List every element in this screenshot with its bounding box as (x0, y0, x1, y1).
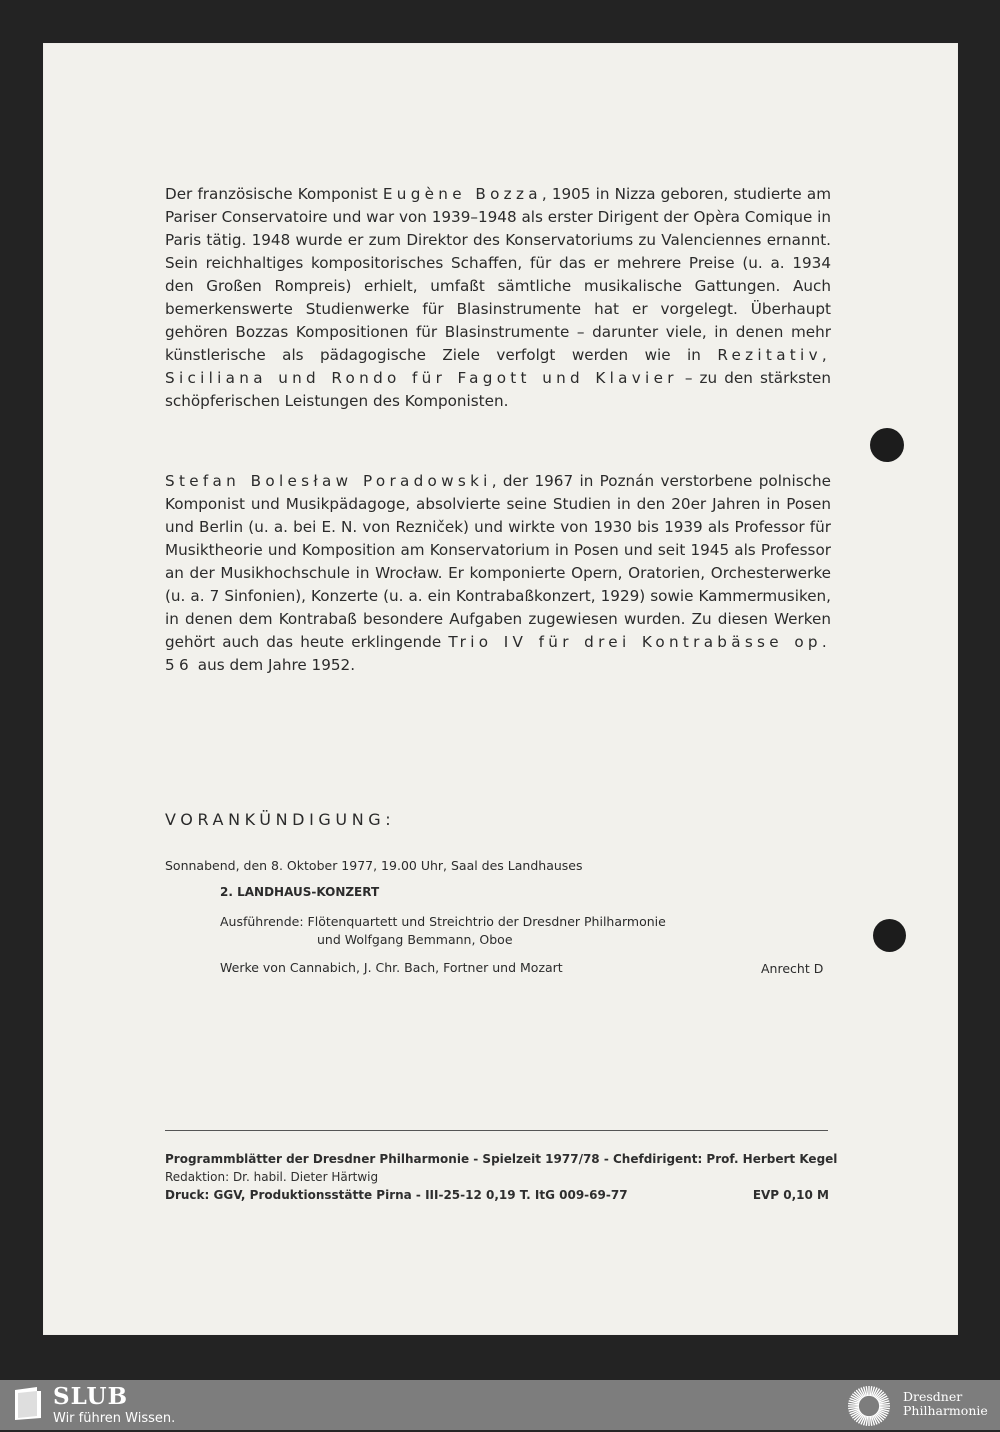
book-icon (13, 1386, 43, 1422)
paragraph-text: aus dem Jahre 1952. (192, 656, 356, 674)
composer-name: Stefan Bolesław Poradowski (165, 472, 492, 490)
dresdner-philharmonie-name (903, 1390, 988, 1418)
punch-hole (873, 919, 906, 952)
concert-title: 2. LANDHAUS-KONZERT (220, 885, 380, 899)
bottom-bar (0, 1380, 1000, 1430)
paragraph-text: , 1905 in Nizza geboren, studierte am Pariser Conservatoire und war von 1939–1948 als erster Dirigent der Opèra Comique in Paris tätig. 1948 wurde er zum Direktor des Konservatoriums zu Valenciennes ernannt. Sein reichhaltiges kompositorisches Schaffen, für das er mehrere Preise (u. a. 1934 den Großen Rompreis) erhielt, umfaßt sämtliche musikalische Gattungen. Auch bemerkenswerte Studienwerke für Blasinstrumente hat er vorgelegt. Überhaupt gehören Bozzas Kompositionen für Blasinstrumente – darunter viele, in denen mehr künstlerische als pädagogische Ziele verfolgt werden wie in (165, 185, 831, 364)
dp-name-line1: Dresdner (903, 1389, 963, 1404)
footer-divider (165, 1130, 828, 1131)
composer-name: Eugène Bozza (382, 185, 542, 203)
footer-editor: Redaktion: Dr. habil. Dieter Härtwig (165, 1170, 379, 1184)
footer-printer (165, 1188, 829, 1202)
footer-print-info: Druck: GGV, Produktionsstätte Pirna - III-25-12 0,19 T. ItG 009-69-77 (165, 1188, 628, 1202)
paragraph-bozza (165, 183, 831, 413)
subscription-label: Anrecht D (761, 961, 824, 976)
performers-line-2: und Wolfgang Bemmann, Oboe (317, 932, 513, 947)
work-title: Trio IV für drei Kontrabässe op. 56 (165, 633, 831, 674)
work-title: Rezitativ, Siciliana und Rondo für Fagott und Klavier (165, 346, 831, 387)
slub-logo-link[interactable] (13, 1386, 43, 1426)
slub-name: SLUB (53, 1383, 129, 1410)
performers-label: Ausführende: (220, 914, 304, 929)
slub-slogan: Wir führen Wissen. (53, 1411, 176, 1426)
punch-hole (870, 428, 904, 462)
paragraph-text: Der französische Komponist (165, 185, 383, 203)
paragraph-poradowski (165, 470, 831, 677)
works-line: Werke von Cannabich, J. Chr. Bach, Fortner und Mozart (220, 960, 563, 975)
announcement-date: Sonnabend, den 8. Oktober 1977, 19.00 Uhr, Saal des Landhauses (165, 858, 583, 873)
footer-publisher: Programmblätter der Dresdner Philharmonie - Spielzeit 1977/78 - Chefdirigent: Prof. Herbert Kegel (165, 1152, 838, 1166)
dp-name-line2: Philharmonie (903, 1403, 988, 1418)
performers-value: Flötenquartett und Streichtrio der Dresdner Philharmonie (307, 914, 666, 929)
footer-price: EVP 0,10 M (752, 1188, 829, 1202)
dresdner-philharmonie-logo-link[interactable] (843, 1384, 895, 1432)
performers-line (220, 914, 666, 929)
paragraph-text: – zu den stärksten schöpferischen Leistungen des Komponisten. (165, 369, 831, 410)
announcement-heading: VORANKÜNDIGUNG: (165, 810, 396, 829)
paragraph-text: , der 1967 in Poznán verstorbene polnische Komponist und Musikpädagoge, absolvierte seine Studien in den 20er Jahren in Posen und Berlin (u. a. bei E. N. von Rezniček) und wirkte von 1930 bis 1939 als Professor für Musiktheorie und Komposition am Konservatorium in Posen und seit 1945 als Professor an der Musikhochschule in Wrocław. Er komponierte Opern, Oratorien, Orchesterwerke (u. a. 7 Sinfonien), Konzerte (u. a. ein Kontrabaßkonzert, 1929) sowie Kammermusiken, in denen dem Kontrabaß besondere Aufgaben zugewiesen wurden. Zu diesen Werken gehört auch das heute erklingende (165, 472, 831, 651)
sunburst-ring-icon (843, 1384, 895, 1428)
